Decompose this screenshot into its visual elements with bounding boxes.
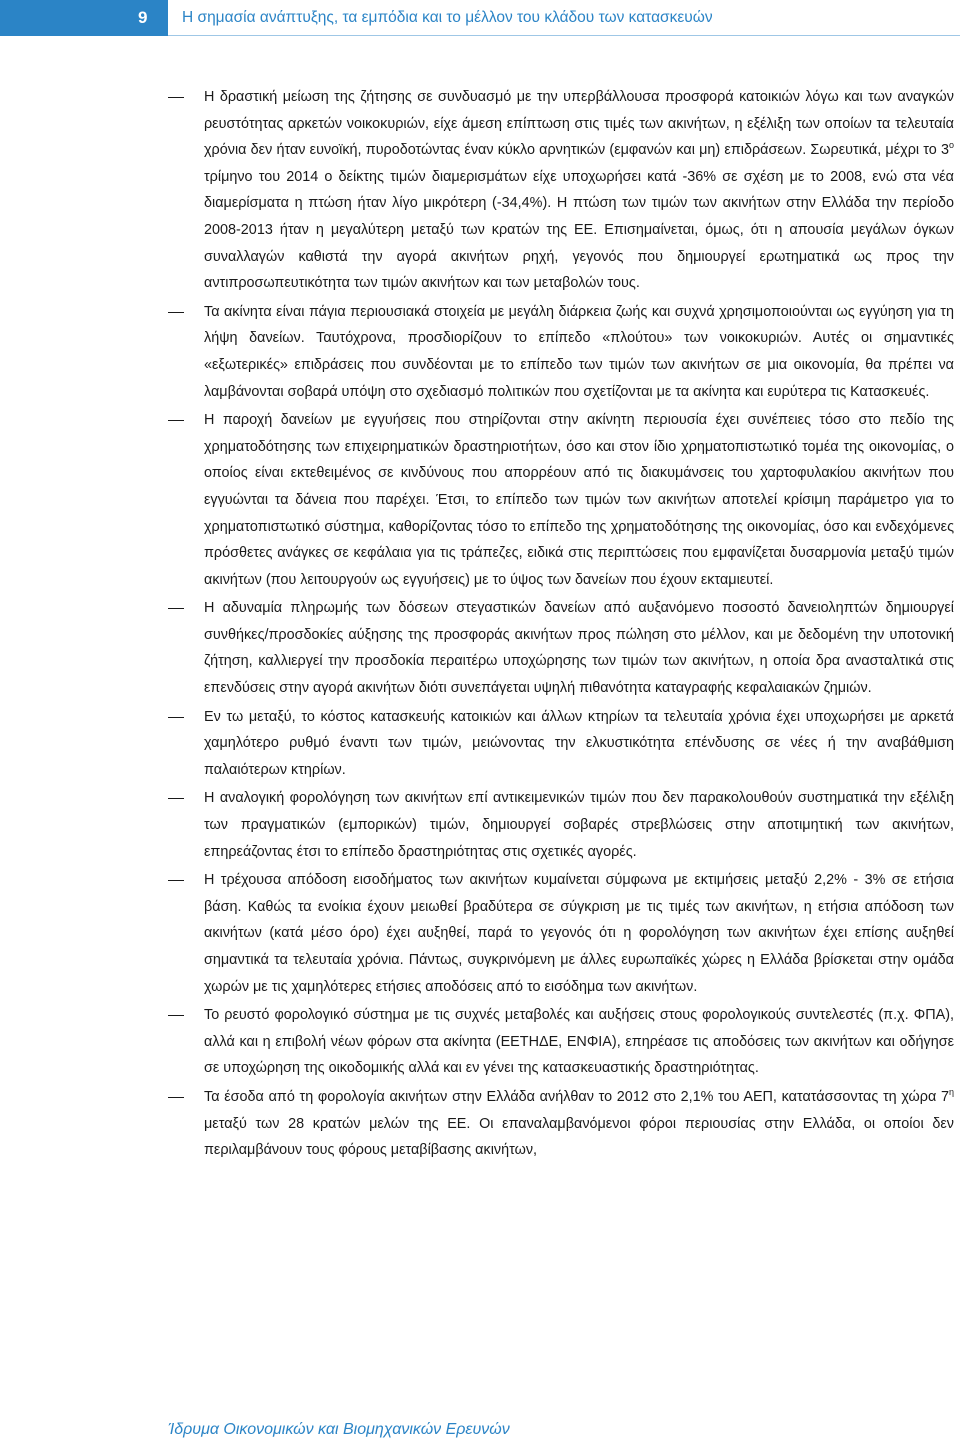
- dash-bullet-icon: [168, 312, 184, 313]
- paragraph-text: Τα ακίνητα είναι πάγια περιουσιακά στοιχεία με μεγάλη διάρκεια ζωής και συχνά χρησιμοποιούνται ως εγγύηση για τη λήψη δανείων. Ταυτόχρονα, προσδιορίζουν το επίπεδο «πλούτου» των νοικοκυριών. Αυτές οι σημαντικές «εξωτερικές» επιδράσεις που συνδέονται με το επίπεδο των τιμών των ακινήτων σε μια οικονομία, θα πρέπει να λαμβάνονται σοβαρά υπόψη στο σχεδιασμό πολιτικών που σχετίζονται με τα ακίνητα και ευρύτερα τις Κατασκευές.: [204, 303, 954, 400]
- paragraph-text: Η αναλογική φορολόγηση των ακινήτων επί αντικειμενικών τιμών που δεν παρακολουθούν συστηματικά την εξέλιξη των πραγματικών (εμπορικών) τιμών, δημιουργεί σοβαρές στρεβλώσεις στην αποτιμητική των ακινήτων, επηρεάζοντας έτσι το επίπεδο δραστηριότητας στις σχετικές αγορές.: [204, 790, 954, 860]
- paragraph-text-part: Τα έσοδα από τη φορολογία ακινήτων στην Ελλάδα ανήλθαν το 2012 στο 2,1% του ΑΕΠ, κατατάσσοντας τη χώρα 7: [204, 1088, 949, 1105]
- body-text: [168, 84, 954, 1166]
- footer-organization: Ίδρυμα Οικονομικών και Βιομηχανικών Ερευνών: [168, 1421, 510, 1438]
- paragraph-text: Η παροχή δανείων με εγγυήσεις που στηρίζονται στην ακίνητη περιουσία έχει συνέπειες τόσο στο πεδίο της χρηματοδότησης των επιχειρηματικών δραστηριοτήτων, όσο και στον ίδιο χρηματοπιστωτικό τομέα της οικονομίας, ο οποίος είναι εκτεθειμένος σε κινδύνους που απορρέουν από τις διακυμάνσεις του χαρτοφυλακίου ακινήτων που εγγυώνται τα δάνεια που παρέχει. Έτσι, το επίπεδο των τιμών των ακινήτων αποτελεί κρίσιμη παράμετρο για το χρηματοπιστωτικό σύστημα, καθορίζοντας τόσο το επίπεδο της χρηματοδότησης της οικονομίας, όσο και ενδεχόμενες πρόσθετες ανάγκες σε κεφάλαια για τις τράπεζες, ειδικά στις περιπτώσεις που εμφανίζεται δυσαρμονία μεταξύ τιμών ακινήτων (που λειτουργούν ως εγγυήσεις) με το ύψος των δανείων που έχουν εκταμιευτεί.: [204, 412, 954, 588]
- list-item: [168, 299, 954, 405]
- list-item: [168, 1084, 954, 1164]
- dash-bullet-icon: [168, 420, 184, 421]
- paragraph-text-part: μεταξύ των 28 κρατών μελών της ΕΕ. Οι επαναλαμβανόμενοι φόροι περιουσίας στην Ελλάδα, οι οποίοι δεν περιλαμβάνουν τους φόρους μεταβίβασης ακινήτων,: [204, 1115, 954, 1159]
- list-item: [168, 704, 954, 784]
- list-item: [168, 84, 954, 297]
- paragraph-text: Η τρέχουσα απόδοση εισοδήματος των ακινήτων κυμαίνεται σύμφωνα με εκτιμήσεις μεταξύ 2,2% - 3% σε ετήσια βάση. Καθώς τα ενοίκια έχουν μειωθεί βραδύτερα σε σύγκριση με τις τιμές των ακινήτων, η ετήσια απόδοση των ακινήτων (κατά μέσο όρο) έχει αυξηθεί, παρά το γεγονός ότι η φορολόγηση των ακινήτων έχει επίσης αυξηθεί σημαντικά τα τελευταία χρόνια. Πάντως, συγκρινόμενη με άλλες ευρωπαϊκές χώρες η Ελλάδα βρίσκεται στην ομάδα χωρών με τις χαμηλότερες ετήσιες αποδόσεις από το εισόδημα των ακινήτων.: [204, 872, 954, 995]
- dash-bullet-icon: [168, 97, 184, 98]
- dash-bullet-icon: [168, 608, 184, 609]
- page-header: [0, 0, 960, 36]
- list-item: [168, 407, 954, 593]
- dash-bullet-icon: [168, 1015, 184, 1016]
- paragraph-text-part: Η δραστική μείωση της ζήτησης σε συνδυασμό με την υπερβάλλουσα προσφορά κατοικιών λόγω και των αναγκών ρευστότητας αρκετών νοικοκυριών, είχε άμεση επίπτωση στις τιμές των ακινήτων, η εξέλιξη των οποίων τα τελευταία χρόνια δεν ήταν ευνοϊκή, πυροδοτώντας έναν κύκλο αρνητικών (εμφανών και μη) επιδράσεων. Σωρευτικά, μέχρι το 3: [204, 89, 954, 159]
- list-item: [168, 595, 954, 701]
- dash-bullet-icon: [168, 798, 184, 799]
- dash-bullet-icon: [168, 717, 184, 718]
- dash-bullet-icon: [168, 1097, 184, 1098]
- list-item: [168, 1002, 954, 1082]
- paragraph-text: Η αδυναμία πληρωμής των δόσεων στεγαστικών δανείων από αυξανόμενο ποσοστό δανειοληπτών δημιουργεί συνθήκες/προσδοκίες αύξησης της προσφοράς ακινήτων προς πώληση στο μέλλον, και με δεδομένη την υποτονική ζήτηση, καλλιεργεί την προσδοκία περαιτέρω υποχώρησης των τιμών των ακινήτων, η οποία δρα ανασταλτικά στις επενδύσεις στην αγορά ακινήτων διότι συνεπάγεται υψηλή πιθανότητα καταγραφής κεφαλαιακών ζημιών.: [204, 600, 954, 697]
- page-number: 9: [0, 0, 168, 36]
- list-item: [168, 785, 954, 865]
- list-item: [168, 867, 954, 1000]
- paragraph-text: Το ρευστό φορολογικό σύστημα με τις συχνές μεταβολές και αυξήσεις στους φορολογικούς συντελεστές (π.χ. ΦΠΑ), αλλά και η επιβολή νέων φόρων στα ακίνητα (ΕΕΤΗΔΕ, ΕΝΦΙΑ), επηρέασε τις αποδόσεις των ακινήτων και οδήγησε σε υποχώρηση της οικοδομικής αλλά και εν γένει της κατασκευαστικής δραστηριότητας.: [204, 1007, 954, 1077]
- superscript: η: [948, 1087, 954, 1098]
- paragraph-text-part: τρίμηνο του 2014 ο δείκτης τιμών διαμερισμάτων είχε υποχωρήσει κατά -36% σε σχέση με το 2008, ενώ στα νέα διαμερίσματα η πτώση ήταν λίγο μικρότερη (-34,4%). Η πτώση των τιμών των ακινήτων στην Ελλάδα την περίοδο 2008-2013 ήταν η μεγαλύτερη μεταξύ των κρατών της ΕΕ. Επισημαίνεται, όμως, ότι η απουσία μεγάλων όγκων συναλλαγών καθιστά την αγορά ακινήτων ρηχή, γεγονός που δημιουργεί ερωτηματικά ως προς την αντιπροσωπευτικότητα των τιμών ακινήτων και των μεταβολών τους.: [204, 168, 954, 292]
- superscript: ο: [948, 140, 954, 151]
- chapter-title: Η σημασία ανάπτυξης, τα εμπόδια και το μέλλον του κλάδου των κατασκευών: [168, 0, 960, 36]
- dash-bullet-icon: [168, 880, 184, 881]
- paragraph-text: Εν τω μεταξύ, το κόστος κατασκευής κατοικιών και άλλων κτηρίων τα τελευταία χρόνια έχει υποχωρήσει με αρκετά χαμηλότερο ρυθμό έναντι των τιμών, μειώνοντας την ελκυστικότητα επένδυσης σε νέες ή την αναβάθμιση παλαιότερων κτηρίων.: [204, 708, 954, 778]
